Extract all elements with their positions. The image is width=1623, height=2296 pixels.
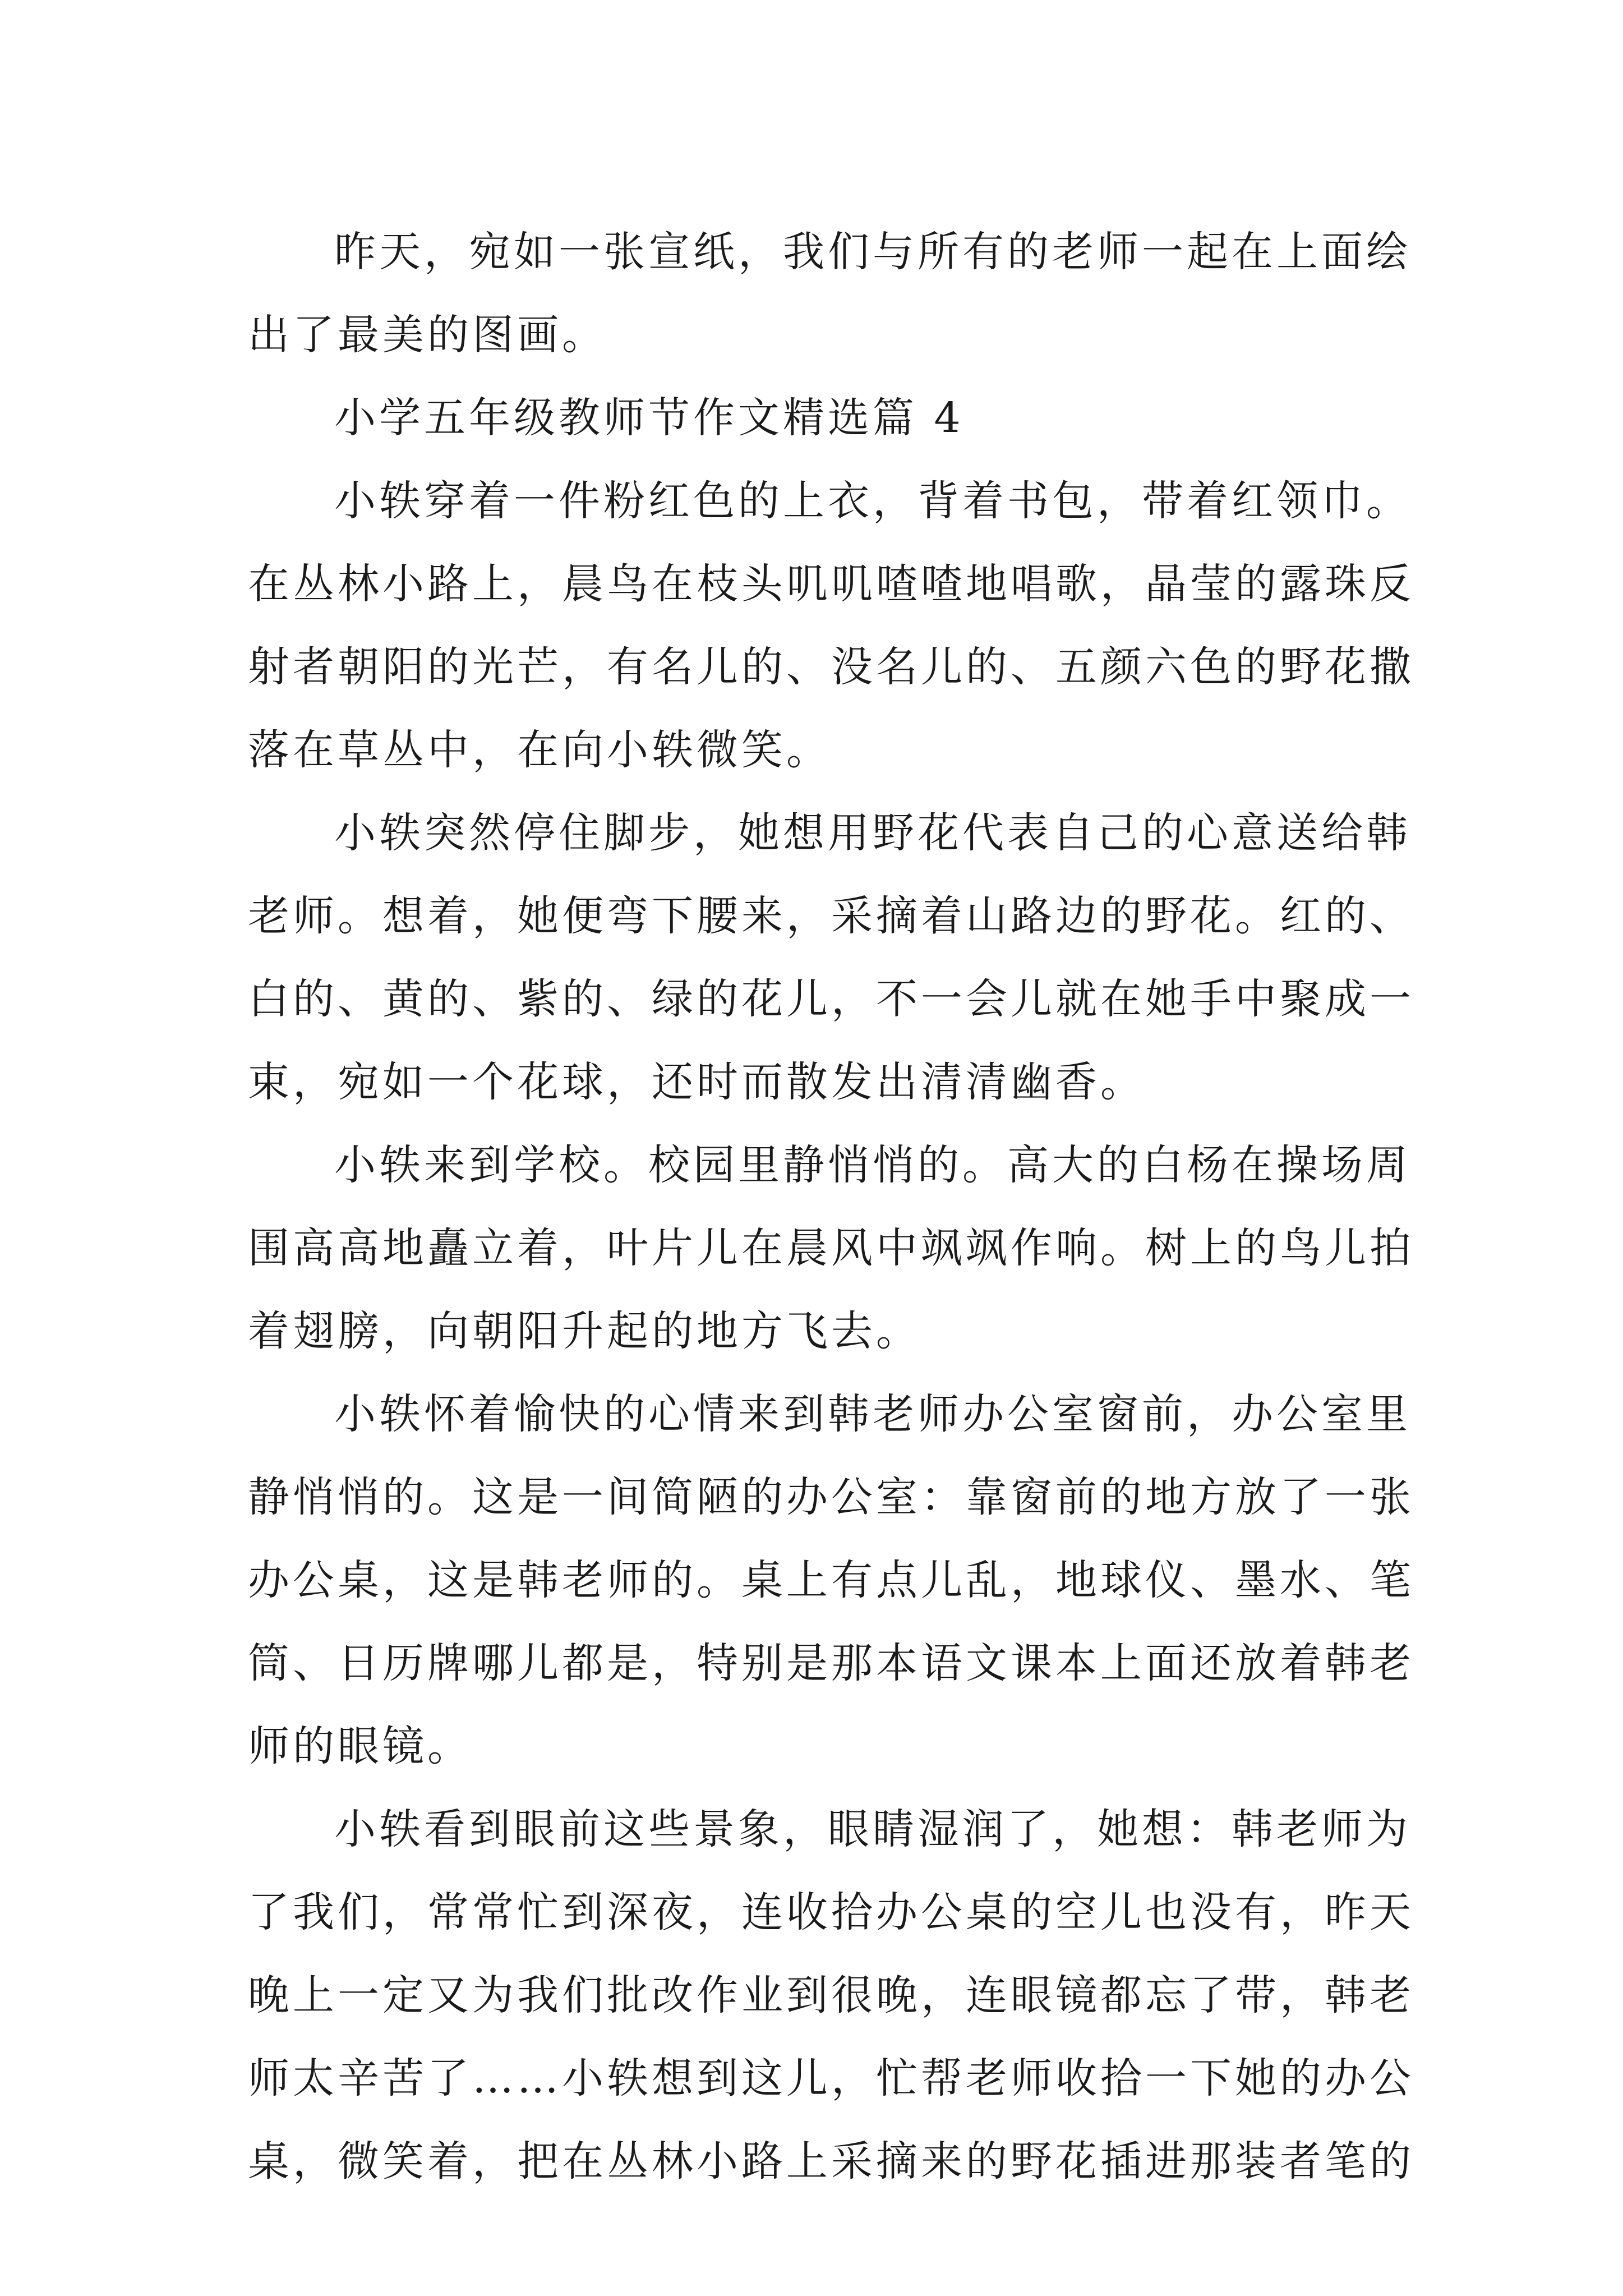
text-line: 办公桌，这是韩老师的。桌上有点儿乱，地球仪、墨水、笔	[248, 1556, 1414, 1604]
document-page	[248, 210, 1414, 2203]
text-line: 射者朝阳的光芒，有名儿的、没名儿的、五颜六色的野花撒	[248, 643, 1414, 691]
text-line: 小轶穿着一件粉红色的上衣，背着书包，带着红领巾。	[334, 477, 1411, 525]
text-line: 出了最美的图画。	[248, 311, 607, 359]
text-line: 落在草丛中，在向小轶微笑。	[248, 726, 831, 774]
text-line: 老师。想着，她便弯下腰来，采摘着山路边的野花。红的、	[248, 892, 1414, 940]
text-line: 筒、日历牌哪儿都是，特别是那本语文课本上面还放着韩老	[248, 1639, 1414, 1687]
text-line: 着翅膀，向朝阳升起的地方飞去。	[248, 1307, 921, 1355]
text-line: 师太辛苦了……小轶想到这儿，忙帮老师收拾一下她的办公	[248, 2054, 1414, 2102]
text-line: 小轶来到学校。校园里静悄悄的。高大的白杨在操场周	[334, 1141, 1411, 1189]
text-line: 围高高地矗立着，叶片儿在晨风中飒飒作响。树上的鸟儿拍	[248, 1224, 1414, 1272]
text-line: 晚上一定又为我们批改作业到很晚，连眼镜都忘了带，韩老	[248, 1971, 1414, 2019]
text-line: 桌，微笑着，把在丛林小路上采摘来的野花插进那装者笔的	[248, 2137, 1414, 2185]
text-line: 师的眼镜。	[248, 1722, 472, 1770]
text-line: 束，宛如一个花球，还时而散发出清清幽香。	[248, 1058, 1145, 1106]
text-line: 昨天，宛如一张宣纸，我们与所有的老师一起在上面绘	[334, 228, 1411, 276]
text-line: 小轶怀着愉快的心情来到韩老师办公室窗前，办公室里	[334, 1390, 1411, 1438]
text-line: 静悄悄的。这是一间简陋的办公室：靠窗前的地方放了一张	[248, 1473, 1414, 1521]
text-line: 了我们，常常忙到深夜，连收拾办公桌的空儿也没有，昨天	[248, 1888, 1414, 1936]
text-line: 在丛林小路上，晨鸟在枝头叽叽喳喳地唱歌，晶莹的露珠反	[248, 560, 1414, 608]
text-line: 白的、黄的、紫的、绿的花儿，不一会儿就在她手中聚成一	[248, 975, 1414, 1023]
section-heading: 小学五年级教师节作文精选篇 4	[334, 394, 964, 442]
text-line: 小轶看到眼前这些景象，眼睛湿润了，她想：韩老师为	[334, 1805, 1411, 1853]
text-line: 小轶突然停住脚步，她想用野花代表自己的心意送给韩	[334, 809, 1411, 857]
